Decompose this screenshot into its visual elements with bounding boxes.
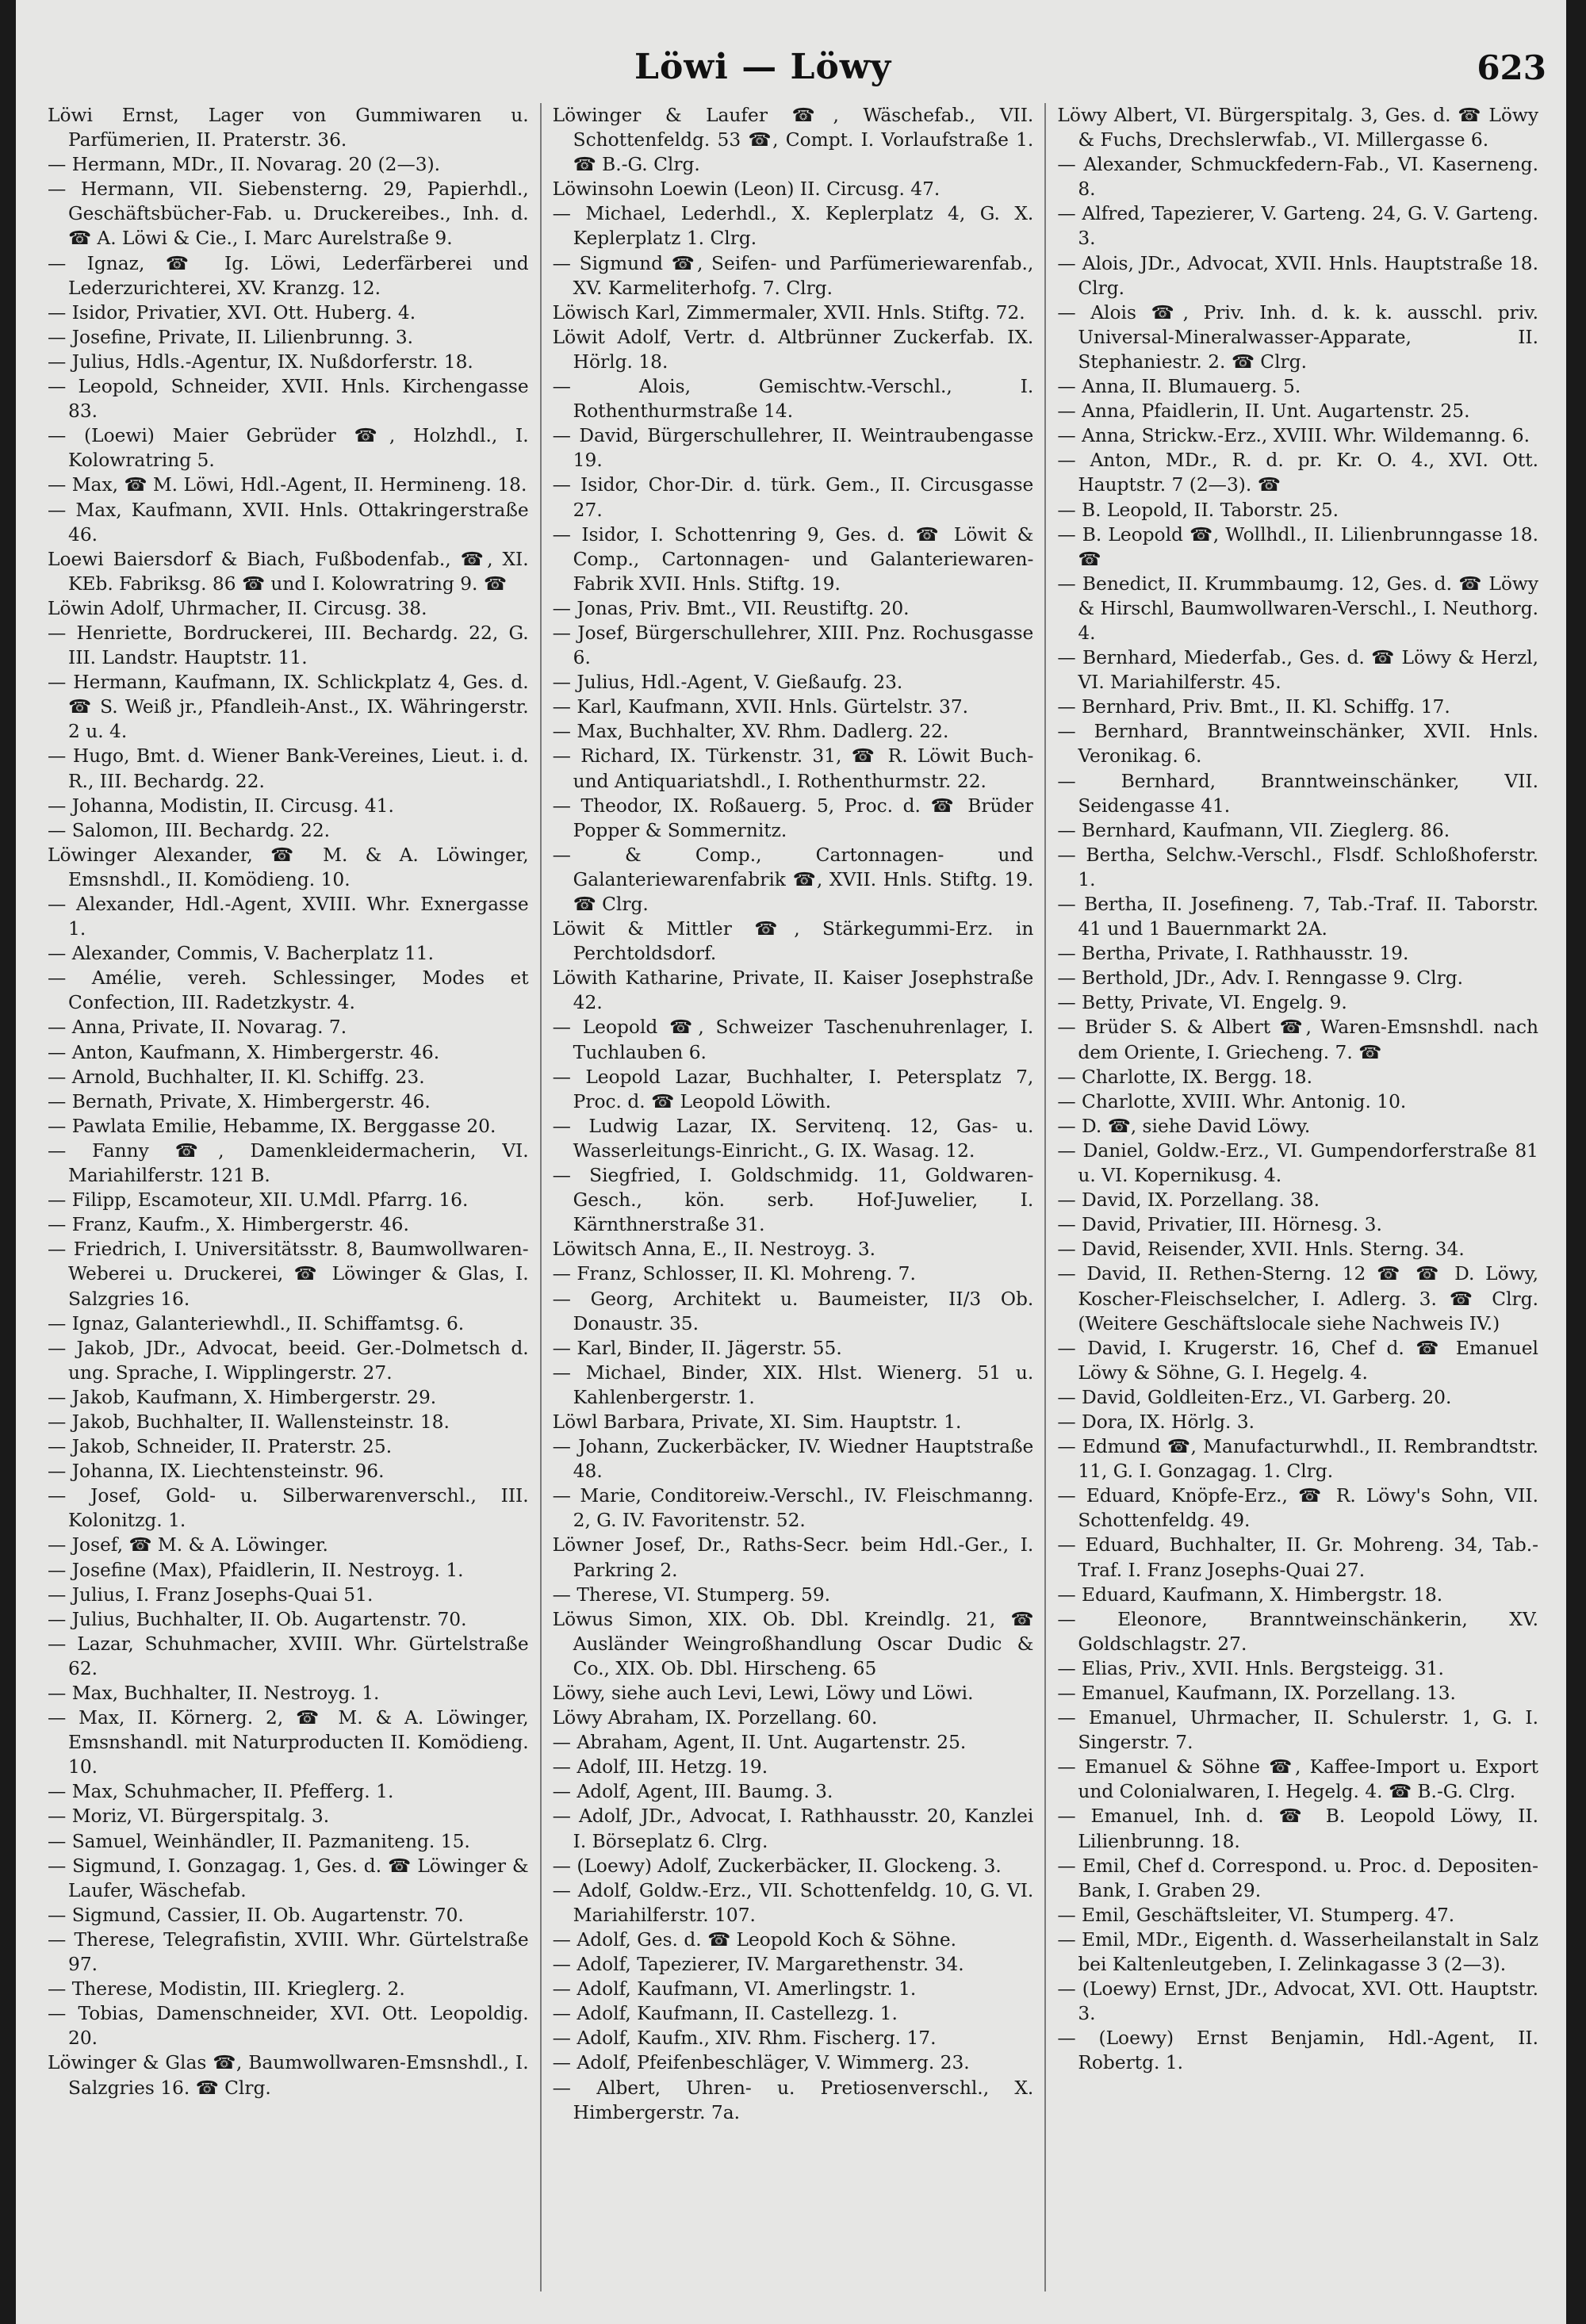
directory-entry: — Pawlata Emilie, Hebamme, IX. Berggasse 20. xyxy=(48,1115,496,1137)
columns xyxy=(48,103,1538,2291)
column-divider xyxy=(1044,103,1046,2291)
directory-entry: — Isidor, Chor-Dir. d. türk. Gem., II. Circusgasse 27. xyxy=(552,474,1034,521)
directory-entry: — Julius, I. Franz Josephs-Quai 51. xyxy=(48,1583,374,1606)
directory-entry: — Emanuel, Inh. d. ☎ B. Leopold Löwy, II. Lilienbrunng. 18. xyxy=(1057,1805,1539,1852)
directory-entry: — Alfred, Tapezierer, V. Garteng. 24, G. V. Garteng. 3. xyxy=(1057,203,1539,250)
directory-entry: — David, Reisender, XVII. Hnls. Sterng. 34. xyxy=(1057,1239,1465,1261)
directory-entry: — Theodor, IX. Roßauerg. 5, Proc. d. ☎ Brüder Popper & Sommernitz. xyxy=(552,794,1034,841)
directory-entry: — Julius, Hdls.-Agentur, IX. Nußdorferstr. 18. xyxy=(48,350,473,373)
directory-entry: — Edmund ☎, Manufacturwhdl., II. Rembrandtstr. 11, G. I. Gonzagag. 1. Clrg. xyxy=(1057,1436,1539,1483)
directory-entry: — David, IX. Porzellang. 38. xyxy=(1057,1189,1320,1212)
directory-entry: — Karl, Binder, II. Jägerstr. 55. xyxy=(552,1337,842,1359)
directory-page xyxy=(16,0,1566,2324)
directory-entry: — Samuel, Weinhändler, II. Pazmaniteng. 15. xyxy=(48,1830,470,1852)
directory-entry: Löwy Albert, VI. Bürgerspitalg. 3, Ges. d. ☎ Löwy & Fuchs, Drechslerwfab., VI. Millergasse 6. xyxy=(1057,105,1539,151)
directory-entry: — Abraham, Agent, II. Unt. Augartenstr. 25. xyxy=(552,1732,967,1754)
directory-entry: — Max, Schuhmacher, II. Pfefferg. 1. xyxy=(48,1781,394,1803)
directory-entry: — Josefine, Private, II. Lilienbrunng. 3. xyxy=(48,326,414,348)
directory-entry: — Siegfried, I. Goldschmidg. 11, Goldwaren-Gesch., kön. serb. Hof-Juwelier, I. Kärnthnerstraße 31. xyxy=(552,1165,1034,1236)
directory-entry: — Johanna, IX. Liechtensteinstr. 96. xyxy=(48,1461,385,1483)
directory-entry: — Jakob, Buchhalter, II. Wallensteinstr. 18. xyxy=(48,1411,450,1433)
directory-entry: — Hermann, Kaufmann, IX. Schlickplatz 4, Ges. d. ☎ S. Weiß jr., Pfandleih-Anst., IX. Währingerstr. 2 u. 4. xyxy=(48,672,529,743)
page-number: 623 xyxy=(1477,48,1546,87)
directory-entry: — Jakob, Kaufmann, X. Himbergerstr. 29. xyxy=(48,1386,437,1408)
directory-entry: Löwith Katharine, Private, II. Kaiser Josephstraße 42. xyxy=(552,967,1034,1014)
directory-entry: — Eduard, Knöpfe-Erz., ☎ R. Löwy's Sohn, VII. Schottenfeldg. 49. xyxy=(1057,1485,1539,1532)
directory-entry: — Max, ☎ M. Löwi, Hdl.-Agent, II. Hermineng. 18. xyxy=(48,474,527,496)
directory-entry: — Alexander, Schmuckfedern-Fab., VI. Kaserneng. 8. xyxy=(1057,154,1539,201)
directory-entry: — (Loewy) Ernst, JDr., Advocat, XVI. Ott. Hauptstr. 3. xyxy=(1057,1978,1539,2025)
directory-entry: — Ignaz, ☎ Ig. Löwi, Lederfärberei und Lederzurichterei, XV. Kranzg. 12. xyxy=(48,252,529,299)
directory-entry: — Eleonore, Branntweinschänkerin, XV. Goldschlagstr. 27. xyxy=(1057,1608,1539,1655)
directory-entry: Löwit & Mittler ☎, Stärkegummi-Erz. in Perchtoldsdorf. xyxy=(552,918,1034,965)
directory-entry: — Anton, Kaufmann, X. Himbergerstr. 46. xyxy=(48,1041,440,1063)
directory-entry: — Franz, Schlosser, II. Kl. Mohreng. 7. xyxy=(552,1263,916,1285)
directory-entry: — Bertha, Selchw.-Verschl., Flsdf. Schloßhoferstr. 1. xyxy=(1057,844,1539,890)
directory-entry: — Adolf, Kaufmann, VI. Amerlingstr. 1. xyxy=(552,1978,917,2000)
directory-entry: Löwi Ernst, Lager von Gummiwaren u. Parfümerien, II. Praterstr. 36. xyxy=(48,105,529,151)
directory-entry: — Bernath, Private, X. Himbergerstr. 46. xyxy=(48,1090,431,1112)
directory-entry: — Brüder S. & Albert ☎, Waren-Emsnshdl. nach dem Oriente, I. Griecheng. 7. ☎ xyxy=(1057,1017,1539,1063)
directory-entry: — Dora, IX. Hörlg. 3. xyxy=(1057,1411,1255,1433)
directory-entry: — Benedict, II. Krummbaumg. 12, Ges. d. ☎ Löwy & Hirschl, Baumwollwaren-Verschl., I. Neuthorg. 4. xyxy=(1057,572,1539,644)
directory-entry: — Karl, Kaufmann, XVII. Hnls. Gürtelstr. 37. xyxy=(552,696,969,718)
directory-entry: — Bertha, II. Josefineng. 7, Tab.-Traf. II. Taborstr. 41 und 1 Bauernmarkt 2A. xyxy=(1057,894,1539,940)
directory-entry: — Henriette, Bordruckerei, III. Bechardg. 22, G. III. Landstr. Hauptstr. 11. xyxy=(48,622,529,669)
directory-entry: — Adolf, Tapezierer, IV. Margarethenstr. 34. xyxy=(552,1954,964,1976)
directory-entry: — Sigmund, Cassier, II. Ob. Augartenstr. 70. xyxy=(48,1904,464,1926)
directory-entry: — Jakob, Schneider, II. Praterstr. 25. xyxy=(48,1436,393,1458)
directory-entry: Loewi Baiersdorf & Biach, Fußbodenfab., ☎, XI. KEb. Fabriksg. 86 ☎ und I. Kolowratring 9. ☎ xyxy=(48,548,529,595)
directory-entry: — Michael, Binder, XIX. Hlst. Wienerg. 51 u. Kahlenbergerstr. 1. xyxy=(552,1361,1034,1408)
directory-entry: — Emanuel, Uhrmacher, II. Schulerstr. 1, G. I. Singerstr. 7. xyxy=(1057,1707,1539,1754)
directory-entry: — Anna, Pfaidlerin, II. Unt. Augartenstr. 25. xyxy=(1057,400,1470,423)
directory-entry: — Therese, Telegrafistin, XVIII. Whr. Gürtelstraße 97. xyxy=(48,1928,529,1976)
directory-entry: — David, Goldleiten-Erz., VI. Garberg. 20. xyxy=(1057,1386,1452,1408)
page-header xyxy=(16,44,1566,99)
directory-entry: — D. ☎, siehe David Löwy. xyxy=(1057,1115,1311,1137)
directory-entry: — Josef, ☎ M. & A. Löwinger. xyxy=(48,1534,328,1556)
directory-entry: — Eduard, Kaufmann, X. Himbergstr. 18. xyxy=(1057,1583,1443,1606)
directory-entry: — Albert, Uhren- u. Pretiosenverschl., X. Himbergerstr. 7a. xyxy=(552,2077,1034,2123)
directory-entry: Löwin Adolf, Uhrmacher, II. Circusg. 38. xyxy=(48,597,427,619)
directory-entry: — B. Leopold ☎, Wollhdl., II. Lilienbrunngasse 18. ☎ xyxy=(1057,523,1539,570)
directory-entry: — Elias, Priv., XVII. Hnls. Bergsteigg. 31. xyxy=(1057,1657,1444,1679)
directory-entry: — Adolf, Agent, III. Baumg. 3. xyxy=(552,1781,833,1803)
directory-entry: — (Loewy) Adolf, Zuckerbäcker, II. Glockeng. 3. xyxy=(552,1855,1002,1877)
directory-entry: Löwisch Karl, Zimmermaler, XVII. Hnls. Stiftg. 72. xyxy=(552,301,1025,324)
directory-entry: — Alexander, Hdl.-Agent, XVIII. Whr. Exnergasse 1. xyxy=(48,894,529,940)
directory-entry: — Daniel, Goldw.-Erz., VI. Gumpendorferstraße 81 u. VI. Kopernikusg. 4. xyxy=(1057,1139,1539,1187)
directory-entry: — Michael, Lederhdl., X. Keplerplatz 4, G. X. Keplerplatz 1. Clrg. xyxy=(552,203,1034,250)
directory-entry: — Max, Kaufmann, XVII. Hnls. Ottakringerstraße 46. xyxy=(48,499,529,546)
directory-entry: — Johann, Zuckerbäcker, IV. Wiedner Hauptstraße 48. xyxy=(552,1436,1034,1483)
directory-entry: — Ignaz, Galanteriewhdl., II. Schiffamtsg. 6. xyxy=(48,1312,465,1334)
directory-entry: Löwl Barbara, Private, XI. Sim. Hauptstr. 1. xyxy=(552,1411,962,1433)
directory-entry: — Richard, IX. Türkenstr. 31, ☎ R. Löwit Buch- und Antiquariatshdl., I. Rothenthurmstr. 22. xyxy=(552,745,1034,792)
directory-entry: — Fanny ☎, Damenkleidermacherin, VI. Mariahilferstr. 121 B. xyxy=(48,1139,529,1187)
directory-entry: — Sigmund, I. Gonzagag. 1, Ges. d. ☎ Löwinger & Laufer, Wäschefab. xyxy=(48,1855,529,1901)
directory-entry: Löwitsch Anna, E., II. Nestroyg. 3. xyxy=(552,1239,876,1261)
directory-entry: — Therese, VI. Stumperg. 59. xyxy=(552,1583,831,1606)
directory-entry: — Hugo, Bmt. d. Wiener Bank-Vereines, Lieut. i. d. R., III. Bechardg. 22. xyxy=(48,745,529,792)
directory-entry: — Bernhard, Branntweinschänker, XVII. Hnls. Veronikag. 6. xyxy=(1057,721,1539,768)
directory-entry: — Salomon, III. Bechardg. 22. xyxy=(48,819,331,841)
directory-entry: — Franz, Kaufm., X. Himbergerstr. 46. xyxy=(48,1214,409,1236)
directory-entry: — Emil, MDr., Eigenth. d. Wasserheilanstalt in Salz bei Kaltenleutgeben, I. Zelinkagasse 3 (2—3). xyxy=(1057,1928,1539,1976)
directory-entry: Löwinsohn Loewin (Leon) II. Circusg. 47. xyxy=(552,178,940,201)
directory-entry: — Anna, II. Blumauerg. 5. xyxy=(1057,376,1301,398)
directory-entry: — Adolf, Goldw.-Erz., VII. Schottenfeldg. 10, G. VI. Mariahilferstr. 107. xyxy=(552,1879,1034,1926)
directory-entry: — Emil, Chef d. Correspond. u. Proc. d. Depositen-Bank, I. Graben 29. xyxy=(1057,1855,1539,1901)
directory-entry: — Hermann, MDr., II. Novarag. 20 (2—3). xyxy=(48,154,441,176)
directory-entry: — Arnold, Buchhalter, II. Kl. Schiffg. 23. xyxy=(48,1066,425,1088)
directory-entry: — Charlotte, XVIII. Whr. Antonig. 10. xyxy=(1057,1090,1407,1112)
directory-entry: — & Comp., Cartonnagen- und Galanteriewarenfabrik ☎, XVII. Hnls. Stiftg. 19. ☎ Clrg. xyxy=(552,844,1034,915)
directory-entry: — Max, II. Körnerg. 2, ☎ M. & A. Löwinger, Emsnshandl. mit Naturproducten II. Komödieng. 10. xyxy=(48,1707,529,1778)
directory-entry: — Bernhard, Kaufmann, VII. Zieglerg. 86. xyxy=(1057,819,1450,841)
directory-entry: — Moriz, VI. Bürgerspitalg. 3. xyxy=(48,1805,330,1828)
directory-entry: — Marie, Conditoreiw.-Verschl., IV. Fleischmanng. 2, G. IV. Favoritenstr. 52. xyxy=(552,1485,1034,1532)
directory-entry: — Julius, Buchhalter, II. Ob. Augartenstr. 70. xyxy=(48,1608,467,1630)
directory-entry: Löwit Adolf, Vertr. d. Altbrünner Zuckerfab. IX. Hörlg. 18. xyxy=(552,326,1034,373)
directory-entry: — Emanuel & Söhne ☎, Kaffee-Import u. Export und Colonialwaren, I. Hegelg. 4. ☎ B.-G. Clrg. xyxy=(1057,1756,1539,1803)
directory-entry: — (Loewi) Maier Gebrüder ☎, Holzhdl., I. Kolowratring 5. xyxy=(48,425,529,472)
directory-entry: — Sigmund ☎, Seifen- und Parfümeriewarenfab., XV. Karmeliterhofg. 7. Clrg. xyxy=(552,252,1034,299)
directory-entry: — Amélie, vereh. Schlessinger, Modes et Confection, III. Radetzkystr. 4. xyxy=(48,967,529,1014)
directory-entry: — Jonas, Priv. Bmt., VII. Reustiftg. 20. xyxy=(552,597,910,619)
directory-entry: — David, I. Krugerstr. 16, Chef d. ☎ Emanuel Löwy & Söhne, G. I. Hegelg. 4. xyxy=(1057,1337,1539,1384)
directory-entry: — Therese, Modistin, III. Krieglerg. 2. xyxy=(48,1978,405,2000)
directory-entry: — Bernhard, Priv. Bmt., II. Kl. Schiffg. 17. xyxy=(1057,696,1450,718)
column-divider xyxy=(540,103,542,2291)
directory-entry: — Josef, Bürgerschullehrer, XIII. Pnz. Rochusgasse 6. xyxy=(552,622,1034,669)
directory-entry: — David, II. Rethen-Sterng. 12 ☎ ☎ D. Löwy, Koscher-Fleischselcher, I. Adlerg. 3. ☎ Clrg. (Weitere Geschäftslocale siehe Nachweis IV.) xyxy=(1057,1263,1539,1334)
directory-entry: — Alois, JDr., Advocat, XVII. Hnls. Hauptstraße 18. Clrg. xyxy=(1057,252,1539,299)
directory-entry: — David, Privatier, III. Hörnesg. 3. xyxy=(1057,1214,1382,1236)
directory-entry: — Alexander, Commis, V. Bacherplatz 11. xyxy=(48,943,435,965)
directory-entry: — Anna, Private, II. Novarag. 7. xyxy=(48,1017,347,1039)
directory-entry: — (Loewy) Ernst Benjamin, Hdl.-Agent, II. Robertg. 1. xyxy=(1057,2027,1539,2074)
directory-entry: — Isidor, Privatier, XVI. Ott. Huberg. 4. xyxy=(48,301,416,324)
directory-entry: — Adolf, JDr., Advocat, I. Rathhausstr. 20, Kanzlei I. Börseplatz 6. Clrg. xyxy=(552,1805,1034,1852)
directory-entry: — Filipp, Escamoteur, XII. U.Mdl. Pfarrg. 16. xyxy=(48,1189,469,1212)
directory-entry: — Adolf, Pfeifenbeschläger, V. Wimmerg. 23. xyxy=(552,2052,970,2074)
directory-entry: — Johanna, Modistin, II. Circusg. 41. xyxy=(48,794,394,817)
column-2 xyxy=(553,103,1034,2291)
directory-entry: — David, Bürgerschullehrer, II. Weintraubengasse 19. xyxy=(552,425,1034,472)
directory-entry: — Ludwig Lazar, IX. Servitenq. 12, Gas- u. Wasserleitungs-Einricht., G. IX. Wasag. 12. xyxy=(552,1115,1034,1162)
directory-entry: — Bertha, Private, I. Rathhausstr. 19. xyxy=(1057,943,1409,965)
directory-entry: — Alois ☎, Priv. Inh. d. k. k. ausschl. priv. Universal-Mineralwasser-Apparate, II. Stephaniestr. 2. ☎ Clrg. xyxy=(1057,301,1539,373)
directory-entry: — Adolf, Kaufmann, II. Castellezg. 1. xyxy=(552,2003,898,2025)
directory-entry: — Josefine (Max), Pfaidlerin, II. Nestroyg. 1. xyxy=(48,1559,464,1581)
directory-entry: — Isidor, I. Schottenring 9, Ges. d. ☎ Löwit & Comp., Cartonnagen- und Galanteriewaren-Fabrik XVII. Hnls. Stiftg. 19. xyxy=(552,523,1034,595)
directory-entry: — Emanuel, Kaufmann, IX. Porzellang. 13. xyxy=(1057,1683,1456,1704)
directory-entry: — Adolf, III. Hetzg. 19. xyxy=(552,1756,768,1778)
directory-entry: — Josef, Gold- u. Silberwarenverschl., III. Kolonitzg. 1. xyxy=(48,1485,529,1532)
directory-entry: — Eduard, Buchhalter, II. Gr. Mohreng. 34, Tab.-Traf. I. Franz Josephs-Quai 27. xyxy=(1057,1534,1539,1581)
directory-entry: Löwinger Alexander, ☎ M. & A. Löwinger, Emsnshdl., II. Komödieng. 10. xyxy=(48,844,529,890)
directory-entry: — Max, Buchhalter, II. Nestroyg. 1. xyxy=(48,1683,380,1704)
directory-entry: — Charlotte, IX. Bergg. 18. xyxy=(1057,1066,1313,1088)
directory-entry: — Bernhard, Miederfab., Ges. d. ☎ Löwy & Herzl, VI. Mariahilferstr. 45. xyxy=(1057,647,1539,694)
column-1 xyxy=(48,103,529,2291)
directory-entry: — Georg, Architekt u. Baumeister, II/3 Ob. Donaustr. 35. xyxy=(552,1288,1034,1334)
directory-entry: Löwinger & Glas ☎, Baumwollwaren-Emsnshdl., I. Salzgries 16. ☎ Clrg. xyxy=(48,2052,529,2099)
directory-entry: — Hermann, VII. Siebensterng. 29, Papierhdl., Geschäftsbücher-Fab. u. Druckereibes., Inh. d. ☎ A. Löwi & Cie., I. Marc Aurelstraße 9. xyxy=(48,178,529,250)
directory-entry: — Adolf, Kaufm., XIV. Rhm. Fischerg. 17. xyxy=(552,2027,937,2050)
directory-entry: Löwner Josef, Dr., Raths-Secr. beim Hdl.-Ger., I. Parkring 2. xyxy=(552,1534,1034,1581)
directory-entry: — Alois, Gemischtw.-Verschl., I. Rothenthurmstraße 14. xyxy=(552,376,1034,423)
directory-entry: — Berthold, JDr., Adv. I. Renngasse 9. Clrg. xyxy=(1057,967,1464,990)
directory-entry: — Leopold ☎, Schweizer Taschenuhrenlager, I. Tuchlauben 6. xyxy=(552,1017,1034,1063)
directory-entry: — Bernhard, Branntweinschänker, VII. Seidengasse 41. xyxy=(1057,770,1539,817)
directory-entry: — Adolf, Ges. d. ☎ Leopold Koch & Söhne. xyxy=(552,1928,957,1951)
directory-entry: — Jakob, JDr., Advocat, beeid. Ger.-Dolmetsch d. ung. Sprache, I. Wipplingerstr. 27. xyxy=(48,1337,529,1384)
directory-entry: — Julius, Hdl.-Agent, V. Gießaufg. 23. xyxy=(552,672,903,694)
directory-entry: Löwinger & Laufer ☎, Wäschefab., VII. Schottenfeldg. 53 ☎, Compt. I. Vorlaufstraße 1. ☎ B.-G. Clrg. xyxy=(552,105,1034,176)
directory-entry: — Leopold Lazar, Buchhalter, I. Petersplatz 7, Proc. d. ☎ Leopold Löwith. xyxy=(552,1066,1034,1112)
directory-entry: — Anton, MDr., R. d. pr. Kr. O. 4., XVI. Ott. Hauptstr. 7 (2—3). ☎ xyxy=(1057,450,1539,496)
directory-entry: — Tobias, Damenschneider, XVI. Ott. Leopoldig. 20. xyxy=(48,2003,529,2050)
directory-entry: — Emil, Geschäftsleiter, VI. Stumperg. 47. xyxy=(1057,1904,1455,1926)
directory-entry: — B. Leopold, II. Taborstr. 25. xyxy=(1057,499,1339,521)
directory-entry: Löwy Abraham, IX. Porzellang. 60. xyxy=(552,1707,878,1729)
directory-entry: — Betty, Private, VI. Engelg. 9. xyxy=(1057,992,1347,1014)
directory-entry: — Anna, Strickw.-Erz., XVIII. Whr. Wildemanng. 6. xyxy=(1057,425,1530,447)
directory-entry: Löwus Simon, XIX. Ob. Dbl. Kreindlg. 21, ☎ Ausländer Weingroßhandlung Oscar Dudic & Co., XIX. Ob. Dbl. Hirscheng. 65 xyxy=(552,1608,1034,1679)
directory-entry: — Lazar, Schuhmacher, XVIII. Whr. Gürtelstraße 62. xyxy=(48,1633,529,1679)
column-3 xyxy=(1057,103,1538,2291)
directory-entry: — Max, Buchhalter, XV. Rhm. Dadlerg. 22. xyxy=(552,721,949,743)
directory-entry: — Leopold, Schneider, XVII. Hnls. Kirchengasse 83. xyxy=(48,376,529,423)
directory-entry: Löwy, siehe auch Levi, Lewi, Löwy und Löwi. xyxy=(552,1683,974,1704)
running-title: Löwi — Löwy xyxy=(634,47,892,87)
directory-entry: — Friedrich, I. Universitätsstr. 8, Baumwollwaren-Weberei u. Druckerei, ☎ Löwinger & Glas, I. Salzgries 16. xyxy=(48,1239,529,1310)
